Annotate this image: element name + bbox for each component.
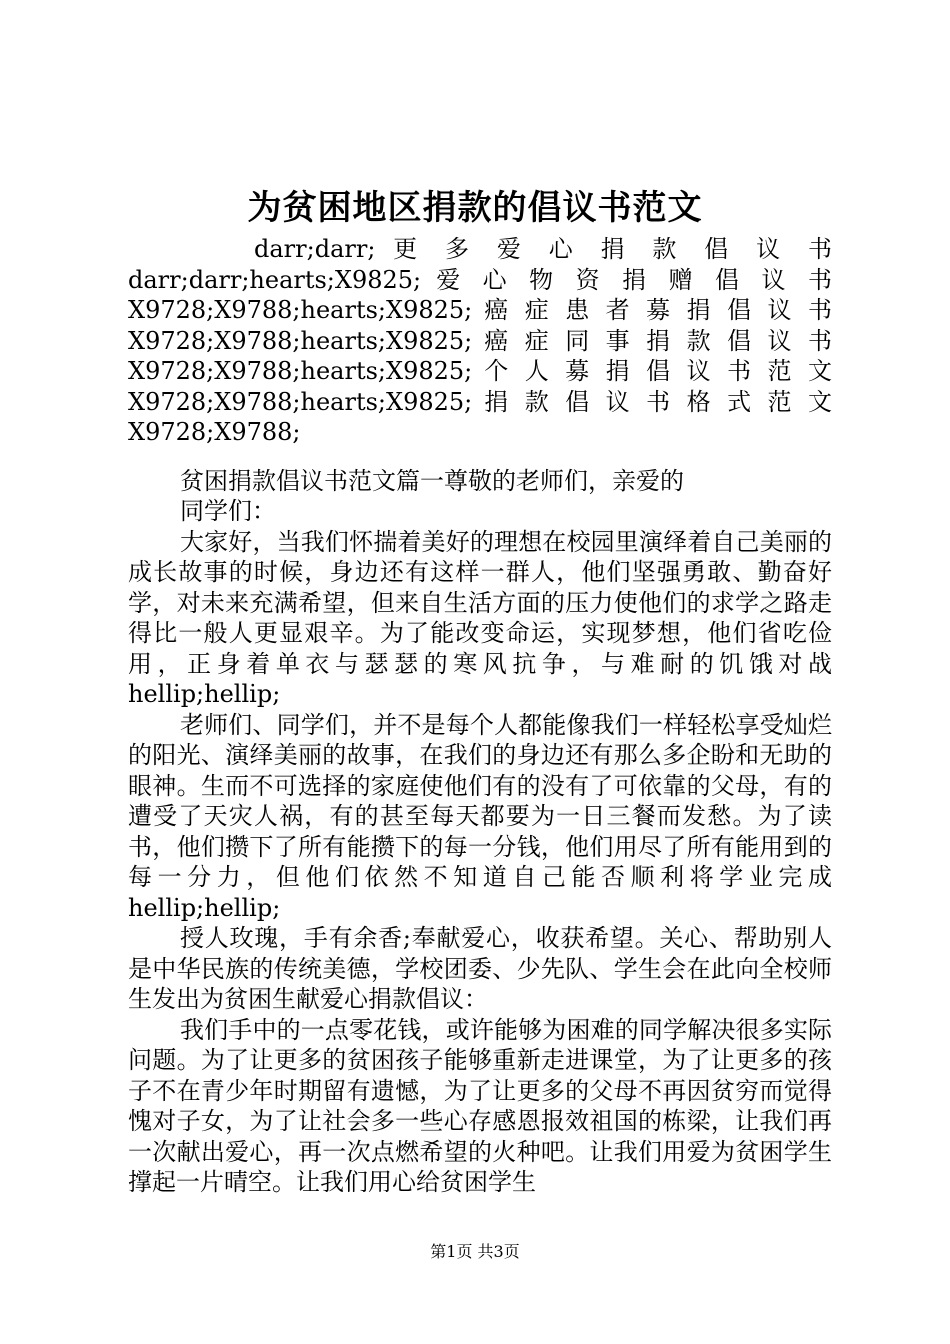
paragraph: 我们手中的一点零花钱，或许能够为困难的同学解决很多实际问题。为了让更多的贫困孩子能够重新走进课堂，为了让更多的孩子不在青少年时期留有遗憾，为了让更多的父母不再因贫穷而觉得愧对子女，为了让社会多一些心存感恩报效祖国的栋梁，让我们再一次献出爱心，再一次点燃希望的火种吧。让我们用爱为贫困学生撑起一片晴空。让我们用心给贫困学生 [128, 1015, 832, 1196]
related-link[interactable]: darr;darr;hearts;X9825; 爱 心 物 资 捐 赠 倡 议 书 [128, 265, 832, 294]
paragraph: 授人玫瑰，手有余香;奉献爱心，收获希望。关心、帮助别人是中华民族的传统美德，学校团委、少先队、学生会在此向全校师生发出为贫困生献爱心捐款倡议： [128, 924, 832, 1013]
paragraph: 同学们： [180, 497, 276, 525]
paragraph: 贫困捐款倡议书范文篇一尊敬的老师们，亲爱的 [180, 466, 684, 495]
related-link[interactable]: darr;darr; 更 多 爱 心 捐 款 倡 议 书 [254, 235, 832, 263]
document-body [128, 234, 832, 1198]
document-title: 为贫困地区捐款的倡议书范文 [247, 188, 703, 228]
page-footer: 第1页 共3页 [430, 1242, 520, 1261]
related-link[interactable]: X9728;X9788;hearts;X9825; 癌 症 患 者 募 捐 倡 议 书 [128, 296, 832, 324]
related-link[interactable]: X9728;X9788;hearts;X9825; 捐 款 倡 议 书 格 式 范 文 [128, 387, 832, 416]
related-link[interactable]: X9728;X9788;hearts;X9825; 个 人 募 捐 倡 议 书 范 文 [128, 357, 832, 385]
paragraph: 大家好，当我们怀揣着美好的理想在校园里演绎着自己美丽的成长故事的时候，身边还有这样一群人，他们坚强勇敢、勤奋好学，对未来充满希望，但来自生活方面的压力使他们的求学之路走得比一般人更显艰辛。为了能改变命运，实现梦想，他们省吃俭用，正身着单衣与瑟瑟的寒风抗争，与难耐的饥饿对战hellip;hellip; [128, 527, 832, 708]
related-link[interactable]: X9728;X9788;hearts;X9825; 癌 症 同 事 捐 款 倡 议 书 [128, 326, 832, 355]
related-links [128, 234, 832, 448]
paragraph: 老师们、同学们，并不是每个人都能像我们一样轻松享受灿烂的阳光、演绎美丽的故事，在我们的身边还有那么多企盼和无助的眼神。生而不可选择的家庭使他们有的没有了可依靠的父母，有的遭受了天灾人祸，有的甚至每天都要为一日三餐而发愁。为了读书，他们攒下了所有能攒下的每一分钱，他们用尽了所有能用到的每一分力，但他们依然不知道自己能否顺利将学业完成hellip;hellip; [128, 710, 832, 922]
related-link[interactable]: X9728;X9788; [128, 418, 301, 446]
